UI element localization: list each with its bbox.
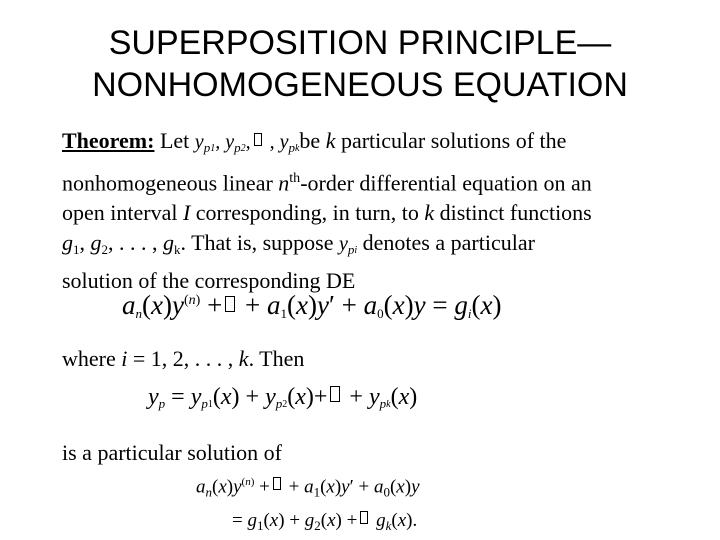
slide-title (0, 22, 720, 106)
where-line: where i = 1, 2, . . . , k. Then (62, 346, 305, 371)
missing-glyph-box-icon (330, 386, 340, 402)
k-var: k (325, 128, 336, 153)
n-var: n (278, 170, 290, 196)
de-equation-rhs: = $g_1(x) + g_2(x) + g_k(x)$. (232, 510, 418, 533)
de-equation-lhs: $a_n(x)y^{(n)}$ + + $a_1(x)y' + a_0(x)y$ (196, 476, 420, 500)
solution-list-math: $y_p1$, $y_p2$, , $y_pk$ (194, 131, 300, 155)
title-line-1: SUPERPOSITION PRINCIPLE— (108, 24, 612, 62)
let-text: Let (159, 128, 190, 153)
missing-glyph-box-icon (254, 133, 262, 146)
missing-glyph-box-icon (273, 477, 281, 490)
theorem-line-3: open interval I corresponding, in turn, to k distinct functions (62, 200, 592, 226)
line1-tail: particular solutions of the (340, 128, 567, 153)
title-line-2: NONHOMOGENEOUS EQUATION (92, 66, 628, 104)
theorem-paragraph (62, 126, 702, 296)
interval-var: I (182, 200, 191, 226)
theorem-line-1 (62, 126, 702, 164)
missing-glyph-box-icon (360, 511, 368, 524)
missing-glyph-box-icon (225, 296, 235, 312)
particular-solution-line: is a particular solution of (62, 440, 282, 465)
theorem-line-4: $g_1$, $g_2$, . . . , $g_k$. That is, suppose $y_pi$ denotes a particular (62, 230, 535, 258)
theorem-line-5: solution of the corresponding DE (62, 268, 356, 294)
de-equation: $a_n(x)y^{(n)}$ + + $a_1(x)y' + a_0(x)y = g_i(x)$ (122, 290, 502, 321)
theorem-line-2: nonhomogeneous linear $n^{th}$-order differential equation on an (62, 170, 592, 196)
ypi-math: $y_pi$ (338, 233, 358, 258)
superposition-equation: $y_p = y_p1(x) + y_p2(x)+ + y_pk(x)$ (148, 384, 418, 411)
be-text: be (299, 128, 321, 153)
theorem-label: Theorem: (62, 128, 155, 153)
